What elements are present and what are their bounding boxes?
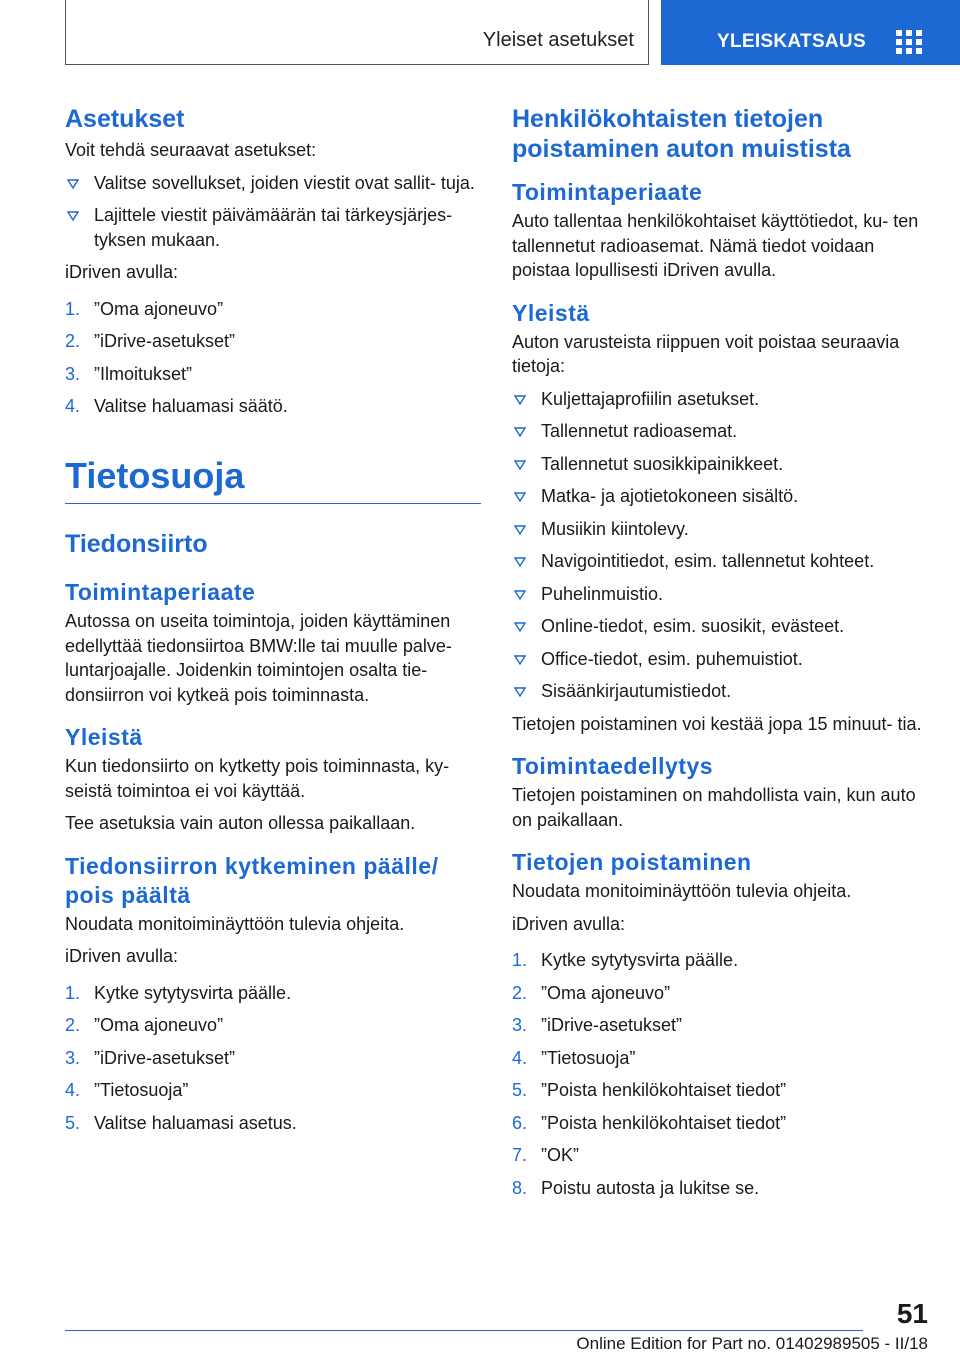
yleista-text: Auton varusteista riippuen voit poistaa seuraavia tietoja: xyxy=(512,331,900,376)
heading-tiedonsiirto: Tiedonsiirto xyxy=(65,530,208,558)
heading-asetukset: Asetukset xyxy=(65,105,185,133)
step-item: 4. ”Tietosuoja” xyxy=(512,1047,636,1068)
list-item: Navigointitiedot, esim. tallennetut kohteet. xyxy=(512,549,930,574)
edition-info: Online Edition for Part no. 01402989505 - II/18 xyxy=(576,1334,928,1353)
heading-yleista: Yleistä xyxy=(512,299,590,326)
left-column xyxy=(65,100,481,1135)
triangle-bullet-icon xyxy=(514,655,526,665)
heading-tietojen-poistaminen: Tietojen poistaminen xyxy=(512,849,752,875)
heading-rule xyxy=(65,503,481,505)
section-header xyxy=(65,0,649,65)
step-list xyxy=(512,948,930,1200)
toimintaperiaate-text: Autossa on useita toimintoja, joiden käyttäminen edellyttää tiedonsiirtoa BMW:lle tai muulle palve- luntarjoajalle. Joidenkin toimintojen osalta tie- donsiirron voi kytkeä pois toiminnasta. xyxy=(65,611,452,705)
list-item: Lajittele viestit päivämäärän tai tärkeysjärjes- tyksen mukaan. xyxy=(65,203,481,252)
idrive-label: iDriven avulla: xyxy=(65,946,179,966)
triangle-bullet-icon xyxy=(514,492,526,502)
chapter-title: YLEISKATSAUS xyxy=(717,31,866,52)
heading-tiedonsiirron-kytkeminen: Tiedonsiirron kytkeminen päälle/ pois päältä xyxy=(65,852,439,908)
list-item: Kuljettajaprofiilin asetukset. xyxy=(512,387,930,412)
kytkeminen-text: Noudata monitoiminäyttöön tulevia ohjeita. xyxy=(65,913,405,934)
step-item: 1. Kytke sytytysvirta päälle. xyxy=(512,950,739,970)
step-item: 7. ”OK” xyxy=(512,1145,579,1165)
grid-icon xyxy=(896,30,922,54)
step-item: 2. ”iDrive-asetukset” xyxy=(65,331,236,351)
step-item: 3. ”iDrive-asetukset” xyxy=(65,1047,236,1068)
step-item: 6. ”Poista henkilökohtaiset tiedot” xyxy=(512,1112,787,1133)
step-item: 1. Kytke sytytysvirta päälle. xyxy=(65,982,292,1003)
heading-henkilokohtaisten-tietojen-poistaminen: Henkilökohtaisten tietojen poistaminen auton muistista xyxy=(512,105,851,163)
triangle-bullet-icon xyxy=(514,622,526,632)
footer-rule xyxy=(65,1330,863,1331)
triangle-bullet-icon xyxy=(514,460,526,470)
list-item: Valitse sovellukset, joiden viestit ovat sallit- tuja. xyxy=(65,171,481,196)
idrive-label: iDriven avulla: xyxy=(512,913,626,934)
triangle-bullet-icon xyxy=(514,427,526,437)
step-item: 4. Valitse haluamasi säätö. xyxy=(65,396,288,416)
step-item: 5. Valitse haluamasi asetus. xyxy=(65,1112,297,1133)
list-item: Puhelinmuistio. xyxy=(512,582,930,607)
list-item: Online-tiedot, esim. suosikit, evästeet. xyxy=(512,614,930,639)
poistaminen-text: Noudata monitoiminäyttöön tulevia ohjeita. xyxy=(512,881,852,901)
toimintaedellytys-text: Tietojen poistaminen on mahdollista vain, kun auto on paikallaan. xyxy=(512,785,916,830)
heading-tietosuoja: Tietosuoja xyxy=(65,454,245,496)
step-item: 3. ”Ilmoitukset” xyxy=(65,363,193,384)
step-item: 5. ”Poista henkilökohtaiset tiedot” xyxy=(512,1080,787,1100)
toimintaperiaate-text: Auto tallentaa henkilökohtaiset käyttötiedot, ku- ten tallennetut radioasemat. Nämä tiedot voidaan poistaa lopullisesti iDriven avulla. xyxy=(512,211,919,280)
step-item: 2. ”Oma ajoneuvo” xyxy=(512,982,671,1003)
idrive-label: iDriven avulla: xyxy=(65,262,179,282)
chapter-tab[interactable] xyxy=(661,0,960,65)
heading-toimintaedellytys: Toimintaedellytys xyxy=(512,753,714,779)
triangle-bullet-icon xyxy=(67,211,79,221)
right-column xyxy=(512,100,930,1200)
list-item: Tallennetut suosikkipainikkeet. xyxy=(512,452,930,477)
triangle-bullet-icon xyxy=(514,557,526,567)
asetukset-intro: Voit tehdä seuraavat asetukset: xyxy=(65,140,317,160)
heading-toimintaperiaate: Toimintaperiaate xyxy=(65,579,256,605)
heading-toimintaperiaate: Toimintaperiaate xyxy=(512,179,703,205)
triangle-bullet-icon xyxy=(514,687,526,697)
triangle-bullet-icon xyxy=(514,525,526,535)
list-item: Office-tiedot, esim. puhemuistiot. xyxy=(512,647,930,672)
step-item: 2. ”Oma ajoneuvo” xyxy=(65,1015,224,1035)
list-item: Musiikin kiintolevy. xyxy=(512,517,930,542)
triangle-bullet-icon xyxy=(514,395,526,405)
heading-yleista: Yleistä xyxy=(65,724,143,750)
yleista-text: Kun tiedonsiirto on kytketty pois toiminnasta, ky- seistä toimintoa ei voi käyttää. xyxy=(65,756,450,801)
list-item: Tallennetut radioasemat. xyxy=(512,419,930,444)
section-title: Yleiset asetukset xyxy=(482,29,634,51)
page-number: 51 xyxy=(896,1298,928,1329)
data-list xyxy=(512,387,930,704)
triangle-bullet-icon xyxy=(67,179,79,189)
step-item: 8. Poistu autosta ja lukitse se. xyxy=(512,1177,760,1198)
list-item: Matka- ja ajotietokoneen sisältö. xyxy=(512,484,930,509)
step-item: 3. ”iDrive-asetukset” xyxy=(512,1015,683,1035)
yleista-text-2: Tee asetuksia vain auton ollessa paikallaan. xyxy=(65,813,416,833)
duration-text: Tietojen poistaminen voi kestää jopa 15 minuut- tia. xyxy=(512,713,922,734)
step-item: 4. ”Tietosuoja” xyxy=(65,1080,189,1100)
triangle-bullet-icon xyxy=(514,590,526,600)
step-item: 1. ”Oma ajoneuvo” xyxy=(65,298,224,319)
list-item: Sisäänkirjautumistiedot. xyxy=(512,679,930,704)
